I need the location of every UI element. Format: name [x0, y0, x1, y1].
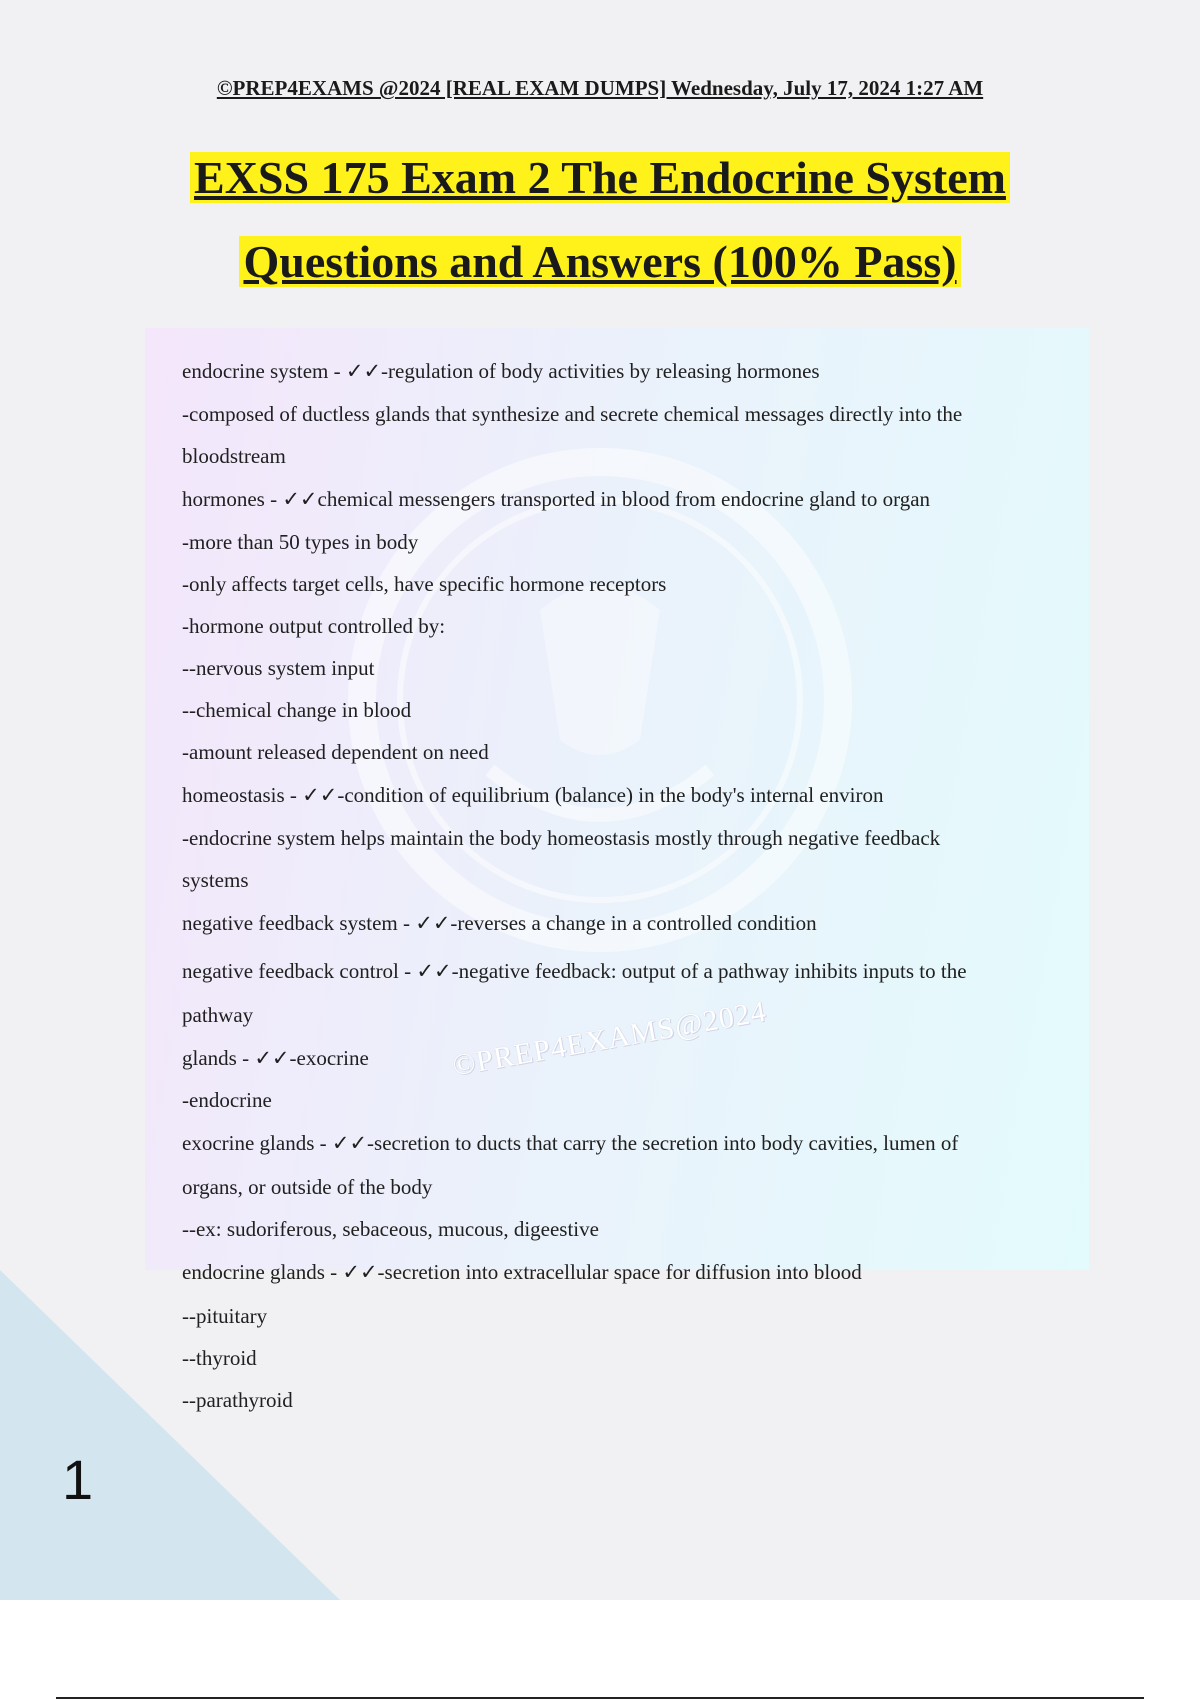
content-line: --chemical change in blood	[182, 698, 412, 722]
content-line: -endocrine system helps maintain the body homeostasis mostly through negative feedback	[182, 826, 941, 850]
content-line: --thyroid	[182, 1346, 257, 1370]
content-line: endocrine system - ✓✓-regulation of body activities by releasing hormones	[182, 359, 820, 383]
content-line: negative feedback system - ✓✓-reverses a change in a controlled condition	[182, 911, 817, 935]
content-line: --ex: sudoriferous, sebaceous, mucous, digeestive	[182, 1217, 599, 1241]
content-line: organs, or outside of the body	[182, 1175, 433, 1199]
content-line: -more than 50 types in body	[182, 530, 419, 554]
content-line: pathway	[182, 1003, 254, 1027]
content-line: -endocrine	[182, 1088, 272, 1112]
content-line: systems	[182, 868, 249, 892]
content-line: hormones - ✓✓chemical messengers transported in blood from endocrine gland to organ	[182, 487, 931, 511]
title-highlight-1: EXSS 175 Exam 2 The Endocrine System	[190, 152, 1010, 203]
content-line: --nervous system input	[182, 656, 375, 680]
content-line: homeostasis - ✓✓-condition of equilibrium (balance) in the body's internal environ	[182, 783, 884, 807]
content-line: --pituitary	[182, 1304, 268, 1328]
content-line: glands - ✓✓-exocrine	[182, 1046, 369, 1070]
content-line: --parathyroid	[182, 1388, 293, 1412]
document-title-line-1	[0, 148, 1200, 210]
seal-watermark-icon	[340, 440, 860, 960]
document-title-line-2	[0, 232, 1200, 294]
header-line: ©PREP4EXAMS @2024 [REAL EXAM DUMPS] Wednesday, July 17, 2024 1:27 AM	[216, 76, 984, 100]
title-highlight-2: Questions and Answers (100% Pass)	[239, 236, 960, 287]
content-line: -amount released dependent on need	[182, 740, 489, 764]
content-line: endocrine glands - ✓✓-secretion into extracellular space for diffusion into blood	[182, 1260, 862, 1284]
corner-decoration	[0, 1270, 340, 1600]
content-line: -composed of ductless glands that synthesize and secrete chemical messages directly into the	[182, 402, 963, 426]
page-number: 1	[62, 1448, 94, 1511]
content-line: negative feedback control - ✓✓-negative feedback: output of a pathway inhibits inputs to the	[182, 959, 967, 983]
content-line: -only affects target cells, have specific hormone receptors	[182, 572, 667, 596]
content-line: -hormone output controlled by:	[182, 614, 446, 638]
footer-rule	[56, 1697, 1144, 1699]
content-line: bloodstream	[182, 444, 286, 468]
watermark-text: ©PREP4EXAMS@2024	[450, 994, 770, 1083]
content-line: exocrine glands - ✓✓-secretion to ducts that carry the secretion into body cavities, lumen of	[182, 1131, 959, 1155]
